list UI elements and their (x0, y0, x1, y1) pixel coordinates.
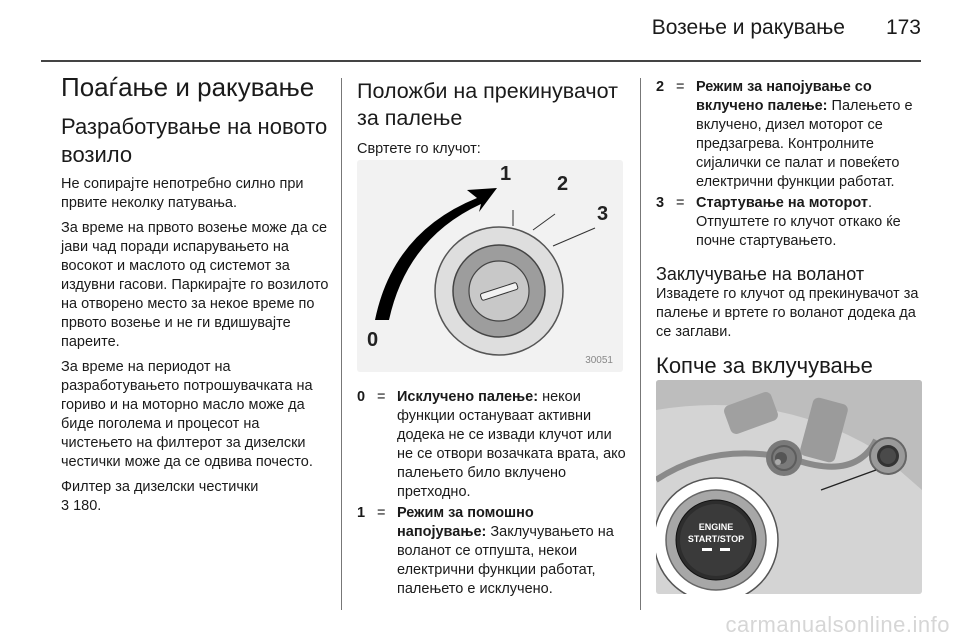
paragraph: За време на периодот на разработувањето потрошувачката на гориво и на моторно масло може да биде поголема и процесот на чистењето на филтерот за дизелски честички може да се одвива почесто. (61, 359, 313, 470)
positions-list (357, 388, 627, 601)
section-title: Копче за вклучување (656, 353, 873, 378)
column-divider-1 (341, 78, 342, 610)
list-item: 1 = Режим за помошно напојување: Заклучувањето на воланот се отпушта, некои електрични функции работат, палењето е исклучено. (357, 505, 614, 597)
indicator-light-left (702, 548, 712, 551)
figure-code: 30051 (585, 355, 613, 366)
paragraph: Не сопирајте непотребно силно при првите неколку патувања. (61, 176, 304, 211)
list-item: 2 = Режим за напојување со вклучено палење: Палењето е вклучено, дизел моторот се предзагрева. Контролните сијалички се палат и повеќето електрични функции работат. (656, 79, 913, 190)
header-title: Возење и ракување (651, 16, 845, 39)
start-stop-figure (656, 380, 922, 594)
watermark: carmanualsonline.info (725, 612, 950, 637)
engine-label: ENGINE (698, 522, 734, 532)
left-column (61, 72, 329, 522)
section-title: Положби на прекинувачот за палење (357, 79, 618, 130)
header-divider (41, 60, 921, 62)
column-divider-2 (640, 78, 641, 610)
intro-text: Свртете го клучот: (357, 141, 481, 157)
position-3-label: 3 (597, 203, 609, 225)
ignition-switch-figure (357, 160, 623, 372)
paragraph: Извадете го клучот од прекинувачот за палење и вртете го воланот додека да се заглави. (656, 286, 919, 340)
section-title: Поаѓање и ракување (61, 72, 315, 102)
position-0-label: 0 (367, 329, 379, 351)
position-1-label: 1 (500, 163, 512, 185)
list-item: 3 = Стартување на моторот. Отпуштете го клучот откако ќе почне стартувањето. (656, 195, 901, 249)
cross-reference-label: Филтер за дизелски честички (61, 479, 259, 495)
page-number: 173 (885, 16, 921, 39)
start-stop-label: START/STOP (687, 534, 745, 544)
right-column (656, 78, 926, 380)
middle-column (357, 78, 627, 165)
list-item: 0 = Исклучено палење: некои функции остануваат активни додека не се извади клучот или не се отвори возачката врата, ако палењето било вклучено претходно. (357, 389, 626, 500)
cross-reference-link[interactable]: 3 180. (61, 498, 102, 514)
subsection-title: Разработување на новото возило (61, 114, 328, 167)
indicator-light-right (720, 548, 730, 551)
paragraph: За време на првото возење може да се јави чад поради испарувањето на восокот и маслото од системот за издувни гасови. Паркирајте го возилото на отворено место за некое време по првото возење и не ги вдишувајте пареите. (61, 220, 329, 350)
position-2-label: 2 (557, 173, 569, 195)
subsection-title: Заклучување на воланот (656, 264, 865, 284)
